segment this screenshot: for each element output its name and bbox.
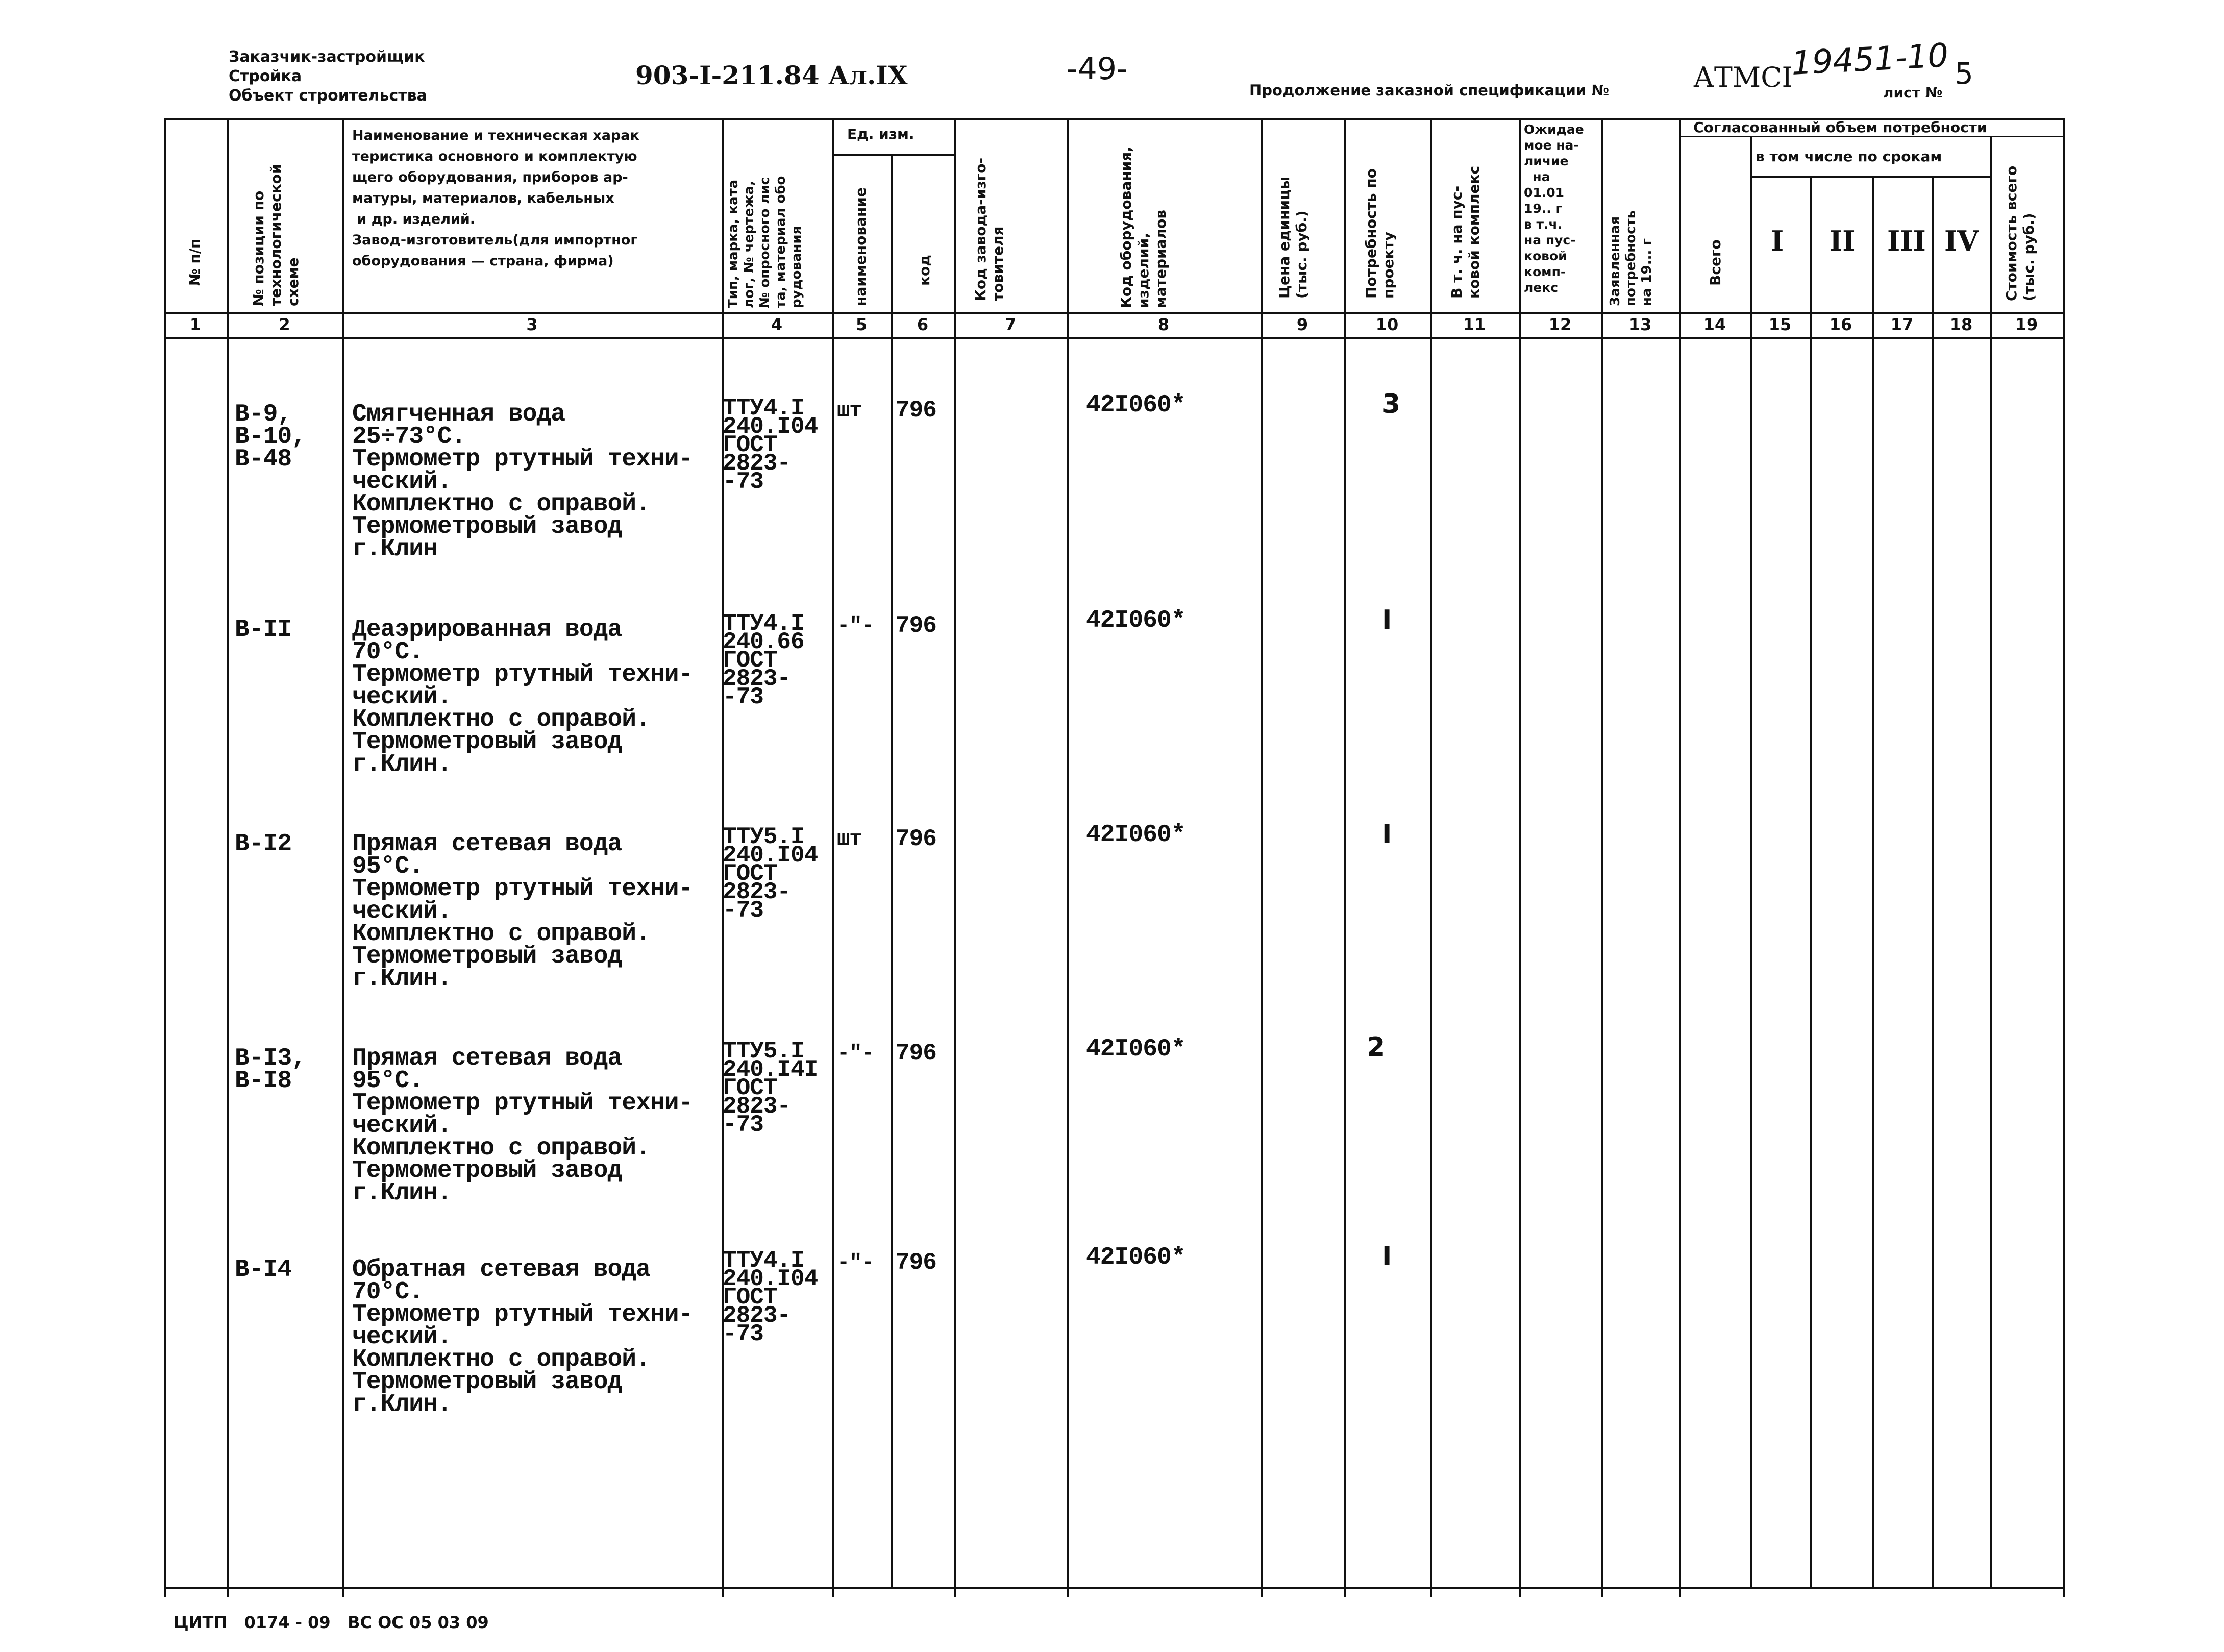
row-unit-code: 796 [896,1249,936,1276]
column-number: 19 [2015,315,2038,334]
header-term-4: IV [1944,225,1979,257]
row-quantity: I [1382,1241,1392,1272]
table-bottom-border [164,1587,2065,1589]
row-equipment-code: 42I060* [1086,1244,1185,1271]
col-border [1679,119,1681,1597]
header-position: № позиции по технологической схеме [250,164,302,306]
row-type: ТТУ4.I 240.I04 ГОСТ 2823- -73 [723,1247,818,1347]
col-border [342,119,344,1597]
header-cost: Стоимость всего (тыс. руб.) [2003,165,2037,301]
project-code: 903-I-211.84 Ал.IX [635,60,908,90]
header-maker-code: Код завода-изго- товителя [972,157,1006,301]
row-unit-code: 796 [896,397,936,424]
col-border [1430,119,1432,1597]
customer-block [229,47,427,106]
customer-line: Заказчик-застройщик [229,48,425,66]
sheet-number: 5 [1955,56,1973,91]
row-description: Деаэрированная вода 70°С. Термометр ртутный техни- ческий. Комплектно с оправой. Термометровый завод г.Клин. [352,616,693,778]
header-unit-group: Ед. изм. [847,126,915,142]
handwritten-code: 19451-10 [1790,36,1949,83]
header-npp: № п/п [186,238,203,286]
header-unit-name: наименование [852,187,869,306]
column-number: 10 [1375,315,1399,334]
row-type: ТТУ5.I 240.I4I ГОСТ 2823- -73 [723,1038,818,1138]
unit-group-divider [832,154,954,156]
column-number: 1 [189,315,202,334]
row-equipment-code: 42I060* [1086,391,1185,419]
row-equipment-code: 42I060* [1086,821,1185,849]
customer-line: Стройка [229,67,302,85]
row-type: ТТУ4.I 240.I04 ГОСТ 2823- -73 [723,395,818,495]
col-border [1810,176,1812,1587]
row-description: Прямая сетевая вода 95°С. Термометр ртутный техни- ческий. Комплектно с оправой. Термометровый завод г.Клин. [352,830,693,993]
col-border [1990,136,1992,1587]
col-border [1750,136,1752,1587]
row-position: В-II [235,616,292,644]
column-number: 14 [1703,315,1726,334]
row-unit-code: 796 [896,826,936,852]
col-border [891,154,893,1587]
col-border [227,119,229,1597]
continuation-label: Продолжение заказной спецификации № [1249,82,1610,99]
col-border [1872,176,1874,1587]
header-unit-price: Цена единицы (тыс. руб.) [1276,176,1310,299]
row-quantity: I [1382,819,1392,850]
colnum-bottom-border [164,337,2065,339]
row-description: Смягченная вода 25÷73°С. Термометр ртутный техни- ческий. Комплектно с оправой. Термометровый завод г.Клин [352,401,693,563]
column-number: 5 [855,315,868,334]
row-unit: -"- [837,1041,874,1066]
col-border [2063,119,2065,1597]
row-position: В-I2 [235,830,292,858]
header-total: Всего [1707,239,1724,286]
sheet-label: лист № [1883,84,1943,101]
header-term-3: III [1887,225,1926,257]
spec-code: АТМСI [1693,61,1793,93]
column-number: 8 [1157,315,1170,334]
header-bottom-border [164,312,2065,314]
row-position: В-9, В-10, В-48 [235,401,306,473]
column-number: 13 [1628,315,1652,334]
page-number: -49- [1067,51,1128,87]
row-type: ТТУ5.I 240.I04 ГОСТ 2823- -73 [723,824,818,924]
header-terms-group: в том числе по срокам [1756,148,1942,165]
row-equipment-code: 42I060* [1086,1035,1185,1063]
col-border [164,119,166,1597]
header-type: Тип, марка, ката лог, № чертежа, № опросного лис та, материал обо рудования [726,176,804,308]
row-description: Прямая сетевая вода 95°С. Термометр ртутный техни- ческий. Комплектно с оправой. Термометровый завод г.Клин. [352,1045,693,1207]
header-term-1: I [1771,225,1784,257]
header-declared: Заявленная потребность на 19... г [1608,210,1654,306]
terms-group-divider [1750,176,1990,178]
column-number: 16 [1829,315,1852,334]
row-quantity: I [1382,605,1392,635]
row-description: Обратная сетевая вода 70°С. Термометр ртутный техни- ческий. Комплектно с оправой. Термометровый завод г.Клин. [352,1256,693,1418]
column-number: 18 [1949,315,1973,334]
row-unit: шт [837,827,862,851]
row-unit: -"- [837,1250,874,1275]
column-number: 3 [526,315,538,334]
column-number: 2 [279,315,290,334]
column-number: 9 [1296,315,1308,334]
header-term-2: II [1830,225,1856,257]
column-number: 17 [1890,315,1914,334]
column-number: 6 [917,315,929,334]
header-agreed-group: Согласованный объем потребности [1693,119,1987,136]
column-number: 4 [771,315,783,334]
header-need: Потребность по проекту [1363,168,1397,299]
column-number: 11 [1463,315,1486,334]
row-unit: шт [837,398,862,423]
col-border [832,119,834,1597]
header-startup: В т. ч. на пус- ковой комплекс [1448,165,1482,299]
column-number: 12 [1548,315,1572,334]
header-equipment-code: Код оборудования, изделий, материалов [1118,146,1169,308]
header-expected: Ожидае мое на- личие на 01.01 19.. г в т.ч. на пус- ковой комп- лекс [1524,122,1584,295]
row-quantity: 3 [1382,389,1401,420]
row-unit: -"- [837,613,874,638]
row-unit-code: 796 [896,1040,936,1067]
column-number: 15 [1768,315,1792,334]
column-number: 7 [1004,315,1017,334]
row-quantity: 2 [1367,1032,1386,1063]
col-border [954,119,956,1597]
row-position: В-I3, В-I8 [235,1045,306,1095]
customer-line: Объект строительства [229,87,427,105]
col-border [1932,176,1934,1587]
header-description: Наименование и техническая харак теристика основного и комплектую щего оборудования, приборов ар- матуры, материалов, кабельных и др. изделий. Завод-изготовитель(для импортног оборудования — страна, фирма) [352,128,639,269]
row-position: В-I4 [235,1256,292,1284]
col-border [1067,119,1069,1597]
col-border [1519,119,1521,1597]
row-unit-code: 796 [896,612,936,639]
col-border [1344,119,1346,1597]
col-border [1261,119,1263,1597]
row-type: ТТУ4.I 240.66 ГОСТ 2823- -73 [723,610,804,710]
col-border [1601,119,1603,1597]
header-unit-code: код [916,255,933,286]
agreed-group-divider [1679,136,2065,137]
footer-stamp: ЦИТП 0174 - 09 ВС ОС 05 03 09 [174,1613,489,1632]
row-equipment-code: 42I060* [1086,607,1185,634]
